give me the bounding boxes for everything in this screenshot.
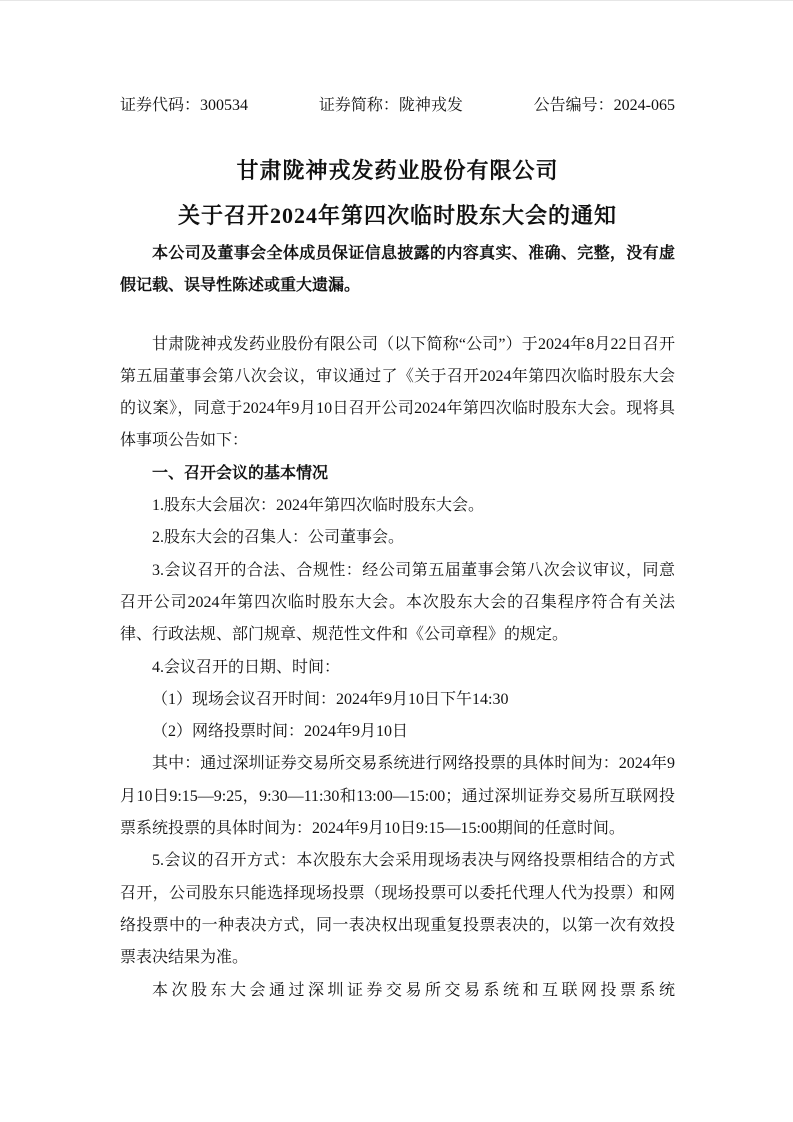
stock-short-name-field [319,96,463,116]
announcement-no-field [534,96,675,116]
item-1-session: 1.股东大会届次：2024年第四次临时股东大会。 [152,497,485,515]
item-3-legality: 3.会议召开的合法、合规性：经公司第五届董事会第八次会议审议，同意召开公司2024年第四次临时股东大会。本次股东大会的召集程序符合有关法律、行政法规、部门规章、规范性文件和《公司章程》的规定。 [120,561,675,644]
title-company-name: 甘肃陇神戎发药业股份有限公司 [236,158,559,183]
disclaimer-paragraph: 本公司及董事会全体成员保证信息披露的内容真实、准确、完整，没有虚假记载、误导性陈述或重大遗漏。 [120,245,675,295]
stock-code-value: 300534 [200,97,249,114]
document-title [120,148,675,238]
announcement-no-label: 公告编号： [533,97,614,114]
item-5-meeting-method: 5.会议的召开方式：本次股东大会采用现场表决与网络投票相结合的方式召开，公司股东只能选择现场投票（现场投票可以委托代理人代为投票）和网络投票中的一种表决方式，同一表决权出现重复投票表决的，以第一次有效投票表决结果为准。 [120,852,675,967]
stock-code-label: 证券代码： [120,97,201,114]
announcement-header-row [120,96,675,116]
item-2-convener: 2.股东大会的召集人：公司董事会。 [152,529,405,547]
heading-section-1: 一、召开会议的基本情况 [152,464,329,482]
announcement-no-value: 2024-065 [613,97,675,114]
item-4-datetime: 4.会议召开的日期、时间： [152,658,341,676]
item-4-1-onsite-meeting-time: （1）现场会议召开时间：2024年9月10日下午14:30 [152,690,509,708]
item-4-2-online-voting-time: （2）网络投票时间：2024年9月10日 [152,723,409,741]
paragraph-voting-time-detail: 其中：通过深圳证券交易所交易系统进行网络投票的具体时间为：2024年9月10日9:15—9:25，9:30—11:30和13:00—15:00；通过深圳证券交易所互联网投票系统投票的具体时间为：2024年9月10日9:15—15:00期间的任意时间。 [120,755,675,838]
stock-code-field [120,96,248,116]
stock-short-name-label: 证券简称： [318,97,399,114]
stock-short-name-value: 陇神戎发 [398,97,463,114]
document-content [0,1,793,1007]
title-notice-subject: 关于召开2024年第四次临时股东大会的通知 [177,203,617,228]
paragraph-continuation: 本次股东大会通过深圳证券交易所交易系统和互联网投票系统 [152,981,675,999]
paragraph-intro: 甘肃陇神戎发药业股份有限公司（以下简称“公司”）于2024年8月22日召开第五届董事会第八次会议，审议通过了《关于召开2024年第四次临时股东大会的议案》，同意于2024年9月10日召开公司2024年第四次临时股东大会。现将具体事项公告如下： [120,335,675,450]
